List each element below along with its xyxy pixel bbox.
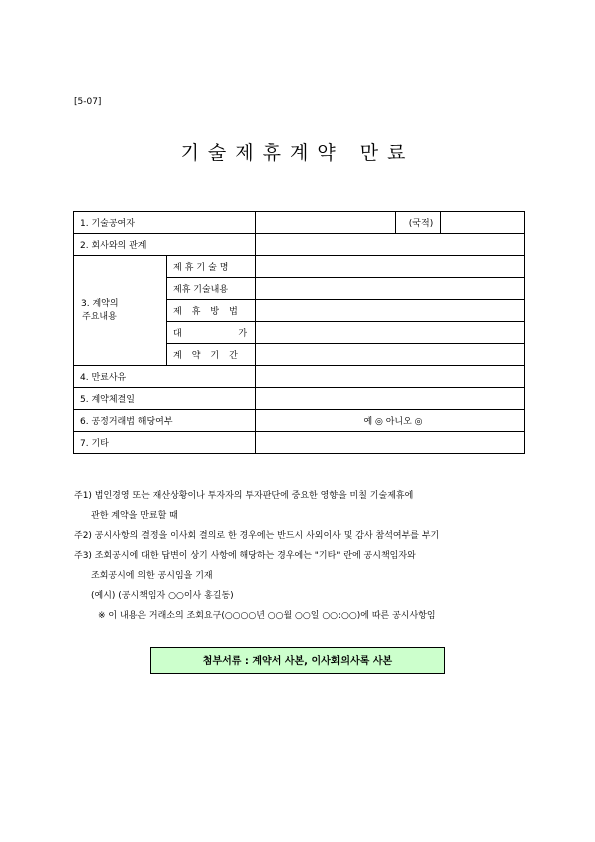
note-2: 주2) 공시사항의 결정을 이사회 결의로 한 경우에는 반드시 사외이사 및 감사 참석여부를 부기 [74,531,440,541]
row-contract-date [74,388,525,410]
label-alliance-tech-content: 제휴 기술내용 [167,278,256,300]
label-alliance-tech-name: 제휴기술명 [167,256,256,278]
note-3-remark: ※ 이 내용은 거래소의 조회요구(○○○○년 ○○월 ○○일 ○○:○○)에 따른 공시사항임 [98,611,436,621]
footnotes [74,486,544,626]
value-alliance-method[interactable] [256,300,525,322]
row-other [74,432,525,454]
value-contract-date[interactable] [256,388,525,410]
label-contract-period: 계약기간 [167,344,256,366]
label-fair-trade: 6. 공정거래법 해당여부 [74,410,256,432]
value-consideration[interactable] [256,322,525,344]
value-nationality[interactable] [441,212,525,234]
label-contract-date: 5. 계약체결일 [74,388,256,410]
note-3-example: (예시) (공시책임자 ○○이사 홍길동) [91,591,234,601]
value-alliance-tech-content[interactable] [256,278,525,300]
fair-trade-options[interactable]: 예 ◎ 아니오 ◎ [256,410,525,432]
row-expiry-reason [74,366,525,388]
label-consideration-b: 가 [238,329,248,339]
label-consideration [167,322,256,344]
disclosure-form-table [73,211,525,454]
value-other[interactable] [256,432,525,454]
label-technology-provider: 1. 기술공여자 [74,212,256,234]
note-3-line-2: 조회공시에 의한 공시임을 기재 [91,571,213,581]
note-3-line-1: 주3) 조회공시에 대한 답변이 상기 사항에 해당하는 경우에는 "기타" 란에 공시책임자와 [74,551,416,561]
label-other: 7. 기타 [74,432,256,454]
label-contract-main [74,256,167,366]
row-technology-provider [74,212,525,234]
row-contract-main [74,256,525,278]
value-contract-period[interactable] [256,344,525,366]
label-expiry-reason: 4. 만료사유 [74,366,256,388]
note-1-line-1: 주1) 법인경영 또는 재산상황이나 투자자의 투자판단에 중요한 영향을 미칠 기술제휴에 [74,491,414,501]
label-contract-main-line2: 주요내용 [82,311,117,322]
form-code: [5-07] [74,97,102,107]
label-consideration-a: 대 [173,329,182,339]
row-company-relation [74,234,525,256]
value-company-relation[interactable] [256,234,525,256]
value-technology-provider[interactable] [256,212,396,234]
label-nationality: (국적) [396,212,441,234]
label-contract-main-line1: 3. 계약의 [81,298,119,309]
attachment-box: 첨부서류 : 계약서 사본, 이사회의사록 사본 [150,647,445,674]
note-1-line-2: 관한 계약을 만료할 때 [91,511,178,521]
label-alliance-method: 제휴방법 [167,300,256,322]
page-title: 기술제휴계약 만료 [180,142,415,164]
row-fair-trade [74,410,525,432]
label-company-relation: 2. 회사와의 관계 [74,234,256,256]
value-expiry-reason[interactable] [256,366,525,388]
value-alliance-tech-name[interactable] [256,256,525,278]
